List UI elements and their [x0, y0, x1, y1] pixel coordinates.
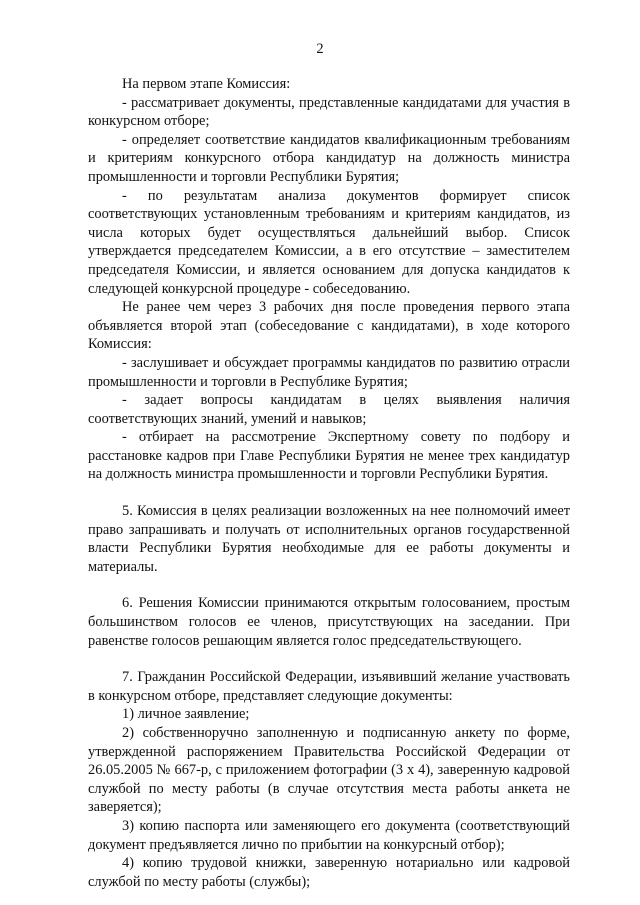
paragraph: - рассматривает документы, представленные кандидатами для участия в конкурсном отборе; [88, 94, 570, 130]
paragraph-section-6: 6. Решения Комиссии принимаются открытым голосованием, простым большинством голосов ее членов, присутствующих на заседании. При равенстве голосов решающим является голос председательствующего. [88, 595, 570, 649]
paragraph-section-7: 7. Гражданин Российской Федерации, изъявивший желание участвовать в конкурсном отборе, представляет следующие документы: [88, 669, 570, 704]
paragraph: - заслушивает и обсуждает программы кандидатов по развитию отрасли промышленности и торговли в Республике Бурятия; [88, 354, 570, 390]
page-number: 2 [316, 41, 324, 57]
paragraph: 3) копию паспорта или заменяющего его документа (соответствующий документ предъявляется лично по прибытии на конкурсный отбор); [88, 817, 570, 853]
paragraph-section-5: 5. Комиссия в целях реализации возложенных на нее полномочий имеет право запрашивать и получать от исполнительных органов государственной власти Республики Бурятия необходимые для ее работы документы и материалы. [88, 503, 570, 575]
paragraph: - отбирает на рассмотрение Экспертному совету по подбору и расстановке кадров при Главе Республики Бурятия не менее трех кандидатур на должность министра промышленности и торговли Республики Бурятия. [88, 429, 570, 483]
paragraph: 2) собственноручно заполненную и подписанную анкету по форме, утвержденной распоряжением Правительства Российской Федерации от 26.05.2005 № 667-р, с приложением фотографии (3 х 4), заверенную кадровой службой по месту работы (в случае отсутствия места работы анкета не заверяется); [88, 725, 570, 816]
paragraph: - задает вопросы кандидатам в целях выявления наличия соответствующих знаний, умений и навыков; [88, 392, 570, 427]
document-body [88, 75, 570, 891]
paragraph: На первом этапе Комиссия: [122, 76, 291, 92]
paragraph: 4) копию трудовой книжки, заверенную нотариально или кадровой службой по месту работы (службы); [88, 855, 570, 890]
paragraph: 1) личное заявление; [122, 706, 250, 723]
paragraph: Не ранее чем через 3 рабочих дня после проведения первого этапа объявляется второй этап (собеседование с кандидатами), в ходе которого Комиссия: [88, 299, 570, 353]
paragraph: - определяет соответствие кандидатов квалификационным требованиям и критериям конкурсного отбора кандидатур на должность министра промышленности и торговли Республики Бурятия; [88, 131, 570, 185]
paragraph: - по результатам анализа документов формирует список соответствующих установленным требованиям и критериям кандидатов, из числа которых будет осуществляться дальнейший выбор. Список утверждается председателем Комиссии, а в его отсутствие – заместителем председателя Комиссии, и является основанием для допуска кандидатов к следующей конкурсной процедуре - собеседованию. [88, 187, 570, 297]
